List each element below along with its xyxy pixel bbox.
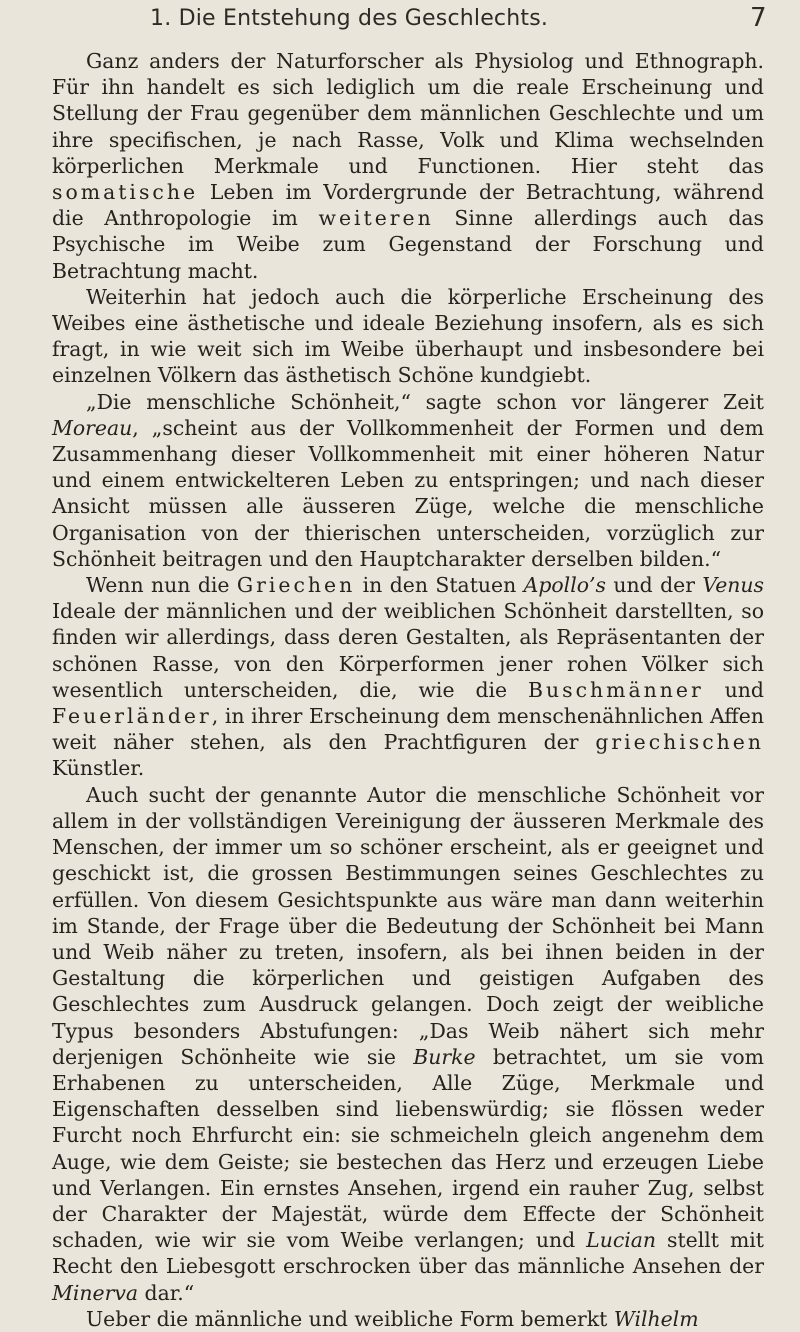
text-run: betrachtet, um sie vom Erhabenen zu unterscheiden, Alle Züge, Merkmale und Eigenschaften desselben sind liebenswürdig; sie flössen weder Furcht noch Ehrfurcht ein: sie schmeicheln gleich angenehm dem Auge, wie dem Geiste; sie bestechen das Herz und erzeugen Liebe und Verlangen. Ein ernstes Ansehen, irgend ein rauher Zug, selbst der Charakter der Majestät, würde dem Effecte der Schönheit schaden, wie wir sie vom Weibe verlangen; und bbox=[52, 1044, 764, 1253]
italic-name: Minerva bbox=[52, 1280, 139, 1305]
text-run: Sinne allerdings auch das Psychische im Weibe zum Gegenstand der Forschung und Betrachtung macht. bbox=[52, 206, 764, 283]
text-run: Wenn nun die bbox=[86, 573, 237, 598]
spaced-word: weiteren bbox=[318, 206, 434, 231]
running-head: 1. Die Entstehung des Geschlechts. bbox=[150, 6, 549, 31]
text-run: „Die menschliche Schönheit,“ sagte schon vor längerer Zeit bbox=[86, 389, 764, 414]
paragraph bbox=[52, 48, 764, 284]
text-run: Leben im Vordergrunde der Betrachtung, während die Anthropologie im bbox=[52, 180, 764, 231]
text-run: Ganz anders der Naturforscher als Physiolog und Ethnograph. Für ihn handelt es sich lediglich um die reale Erscheinung und Stellung der Frau gegenüber dem männlichen Geschlechte und um ihre specifischen, je nach Rasse, Volk und Klima wechselnden körperlichen Merkmale und Functionen. Hier steht das bbox=[52, 49, 764, 178]
italic-name: Wilhelm bbox=[613, 1306, 699, 1331]
text-run: Ideale der männlichen und der weiblichen Schönheit darstellten, so finden wir allerdings, dass deren Gestalten, als Repräsentanten der schönen Rasse, von den Körperformen jener rohen Völker sich wesentlich unterscheiden, die, wie die bbox=[52, 599, 764, 702]
text-run: Ueber die männliche und weibliche Form bemerkt bbox=[86, 1306, 614, 1331]
spaced-word: Buschmänner bbox=[528, 677, 704, 702]
text-run: und bbox=[703, 677, 764, 702]
italic-name: Lucian bbox=[586, 1228, 657, 1253]
text-run: Künstler. bbox=[52, 756, 145, 781]
paragraph bbox=[52, 572, 764, 782]
text-run: , in ihrer Erscheinung dem menschenähnlichen Affen weit näher stehen, als den Prachtfiguren der bbox=[52, 704, 764, 755]
paragraph bbox=[52, 389, 764, 572]
body-text bbox=[52, 48, 764, 1332]
text-run: , „scheint aus der Vollkommenheit der Formen und dem Zusammenhang dieser Vollkommenheit mit einer höheren Natur und einem entwickelteren Leben zu entspringen; und nach dieser Ansicht müssen alle äusseren Züge, welche die menschliche Organisation von der thierischen unterscheiden, vorzüglich zur Schönheit beitragen und den Hauptcharakter derselben bilden.“ bbox=[52, 415, 764, 571]
italic-name: Venus bbox=[702, 573, 764, 598]
italic-name: Apollo’s bbox=[523, 573, 606, 598]
text-run: stellt mit Recht den Liebesgott erschrocken über das männliche Ansehen der bbox=[52, 1228, 765, 1279]
italic-name: Burke bbox=[413, 1044, 476, 1069]
text-run: in den Statuen bbox=[355, 573, 524, 598]
page-number: 7 bbox=[750, 3, 767, 33]
paragraph bbox=[52, 284, 764, 389]
spaced-word: Griechen bbox=[236, 573, 356, 598]
italic-name: Moreau bbox=[52, 415, 133, 440]
text-run: Weiterhin hat jedoch auch die körperliche Erscheinung des Weibes eine ästhetische und ideale Beziehung insofern, als es sich fragt, in wie weit sich im Weibe überhaupt und insbesondere bei einzelnen Völkern das ästhetisch Schöne kundgiebt. bbox=[52, 284, 764, 388]
spaced-word: somatische bbox=[52, 180, 199, 205]
text-run: und der bbox=[605, 573, 703, 598]
paragraph bbox=[52, 782, 764, 1306]
spaced-word: griechischen bbox=[595, 730, 764, 755]
text-run: dar.“ bbox=[138, 1280, 195, 1305]
spaced-word: Feuerländer bbox=[52, 704, 212, 729]
paragraph bbox=[52, 1306, 764, 1332]
text-run: Auch sucht der genannte Autor die menschliche Schönheit vor allem in der vollständigen Vereinigung der äusseren Merkmale des Menschen, der immer um so schöner erscheint, als er geeignet und geschickt ist, die grossen Bestimmungen seines Geschlechtes zu erfüllen. Von diesem Gesichtspunkte aus wäre man dann weiterhin im Stande, der Frage über die Bedeutung der Schönheit bei Mann und Weib näher zu treten, insofern, als bei ihnen beiden in der Gestaltung die körperlichen und geistigen Aufgaben des Geschlechtes zum Ausdruck gelangen. Doch zeigt der weibliche Typus besonders Abstufungen: „Das Weib nähert sich mehr derjenigen Schönheite wie sie bbox=[52, 782, 764, 1069]
